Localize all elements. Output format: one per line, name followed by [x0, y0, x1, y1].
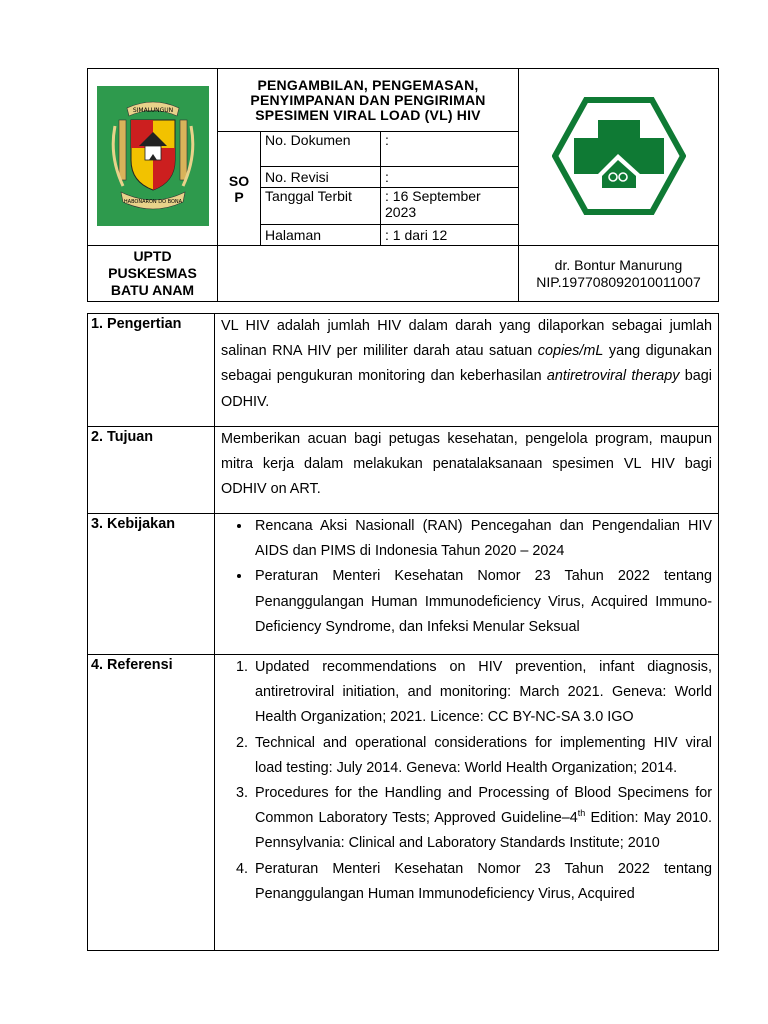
referensi-item: 1. Updated recommendations on HIV prevention, infant diagnosis, antiretroviral initiation, and monitoring: March 2021. Geneva: World Health Organization; 2021. Licence: CC BY-NC-SA 3.0 IGO: [252, 655, 712, 731]
referensi-3-sup: th: [577, 808, 586, 819]
referensi-list: [221, 655, 712, 907]
kebijakan-item: • Peraturan Menteri Kesehatan Nomor 23 Tahun 2022 tentang Penanggulangan Human Immunodeficiency Virus, Acquired Immuno-Deficiency Syndrome, dan Infeksi Menular Seksual: [252, 564, 712, 640]
referensi-item: 4. Peraturan Menteri Kesehatan Nomor 23 Tahun 2022 tentang Penanggulangan Human Immunodeficiency Virus, Acquired: [252, 857, 712, 907]
district-emblem-icon: [97, 86, 209, 226]
pengertian-text-2: yang digunakan sebagai pengukuran monitoring dan keberhasilan: [221, 343, 712, 385]
district-logo-cell: [88, 69, 218, 246]
sop-label: [218, 132, 261, 246]
referensi-item: [252, 781, 712, 857]
empty-header-cell: [218, 246, 519, 302]
meta-value-revisi: :: [381, 167, 519, 188]
emblem-top-text: SIMALUNGUN: [132, 106, 173, 114]
pengertian-italic-1: copies/mL: [537, 343, 604, 360]
puskesmas-logo-cell: [519, 69, 719, 246]
meta-value-halaman: : 1 dari 12: [381, 225, 519, 246]
meta-value-tanggal: : 16 September 2023: [381, 188, 519, 225]
meta-label-revisi: No. Revisi: [261, 167, 381, 188]
org-line-1: UPTD: [133, 248, 172, 264]
sop-label-line-2: P: [234, 188, 244, 205]
content-table: [87, 313, 719, 951]
section-content-referensi: [215, 655, 719, 951]
signer-block: [519, 246, 719, 302]
header-table: [87, 68, 719, 302]
meta-label-dokumen: No. Dokumen: [261, 132, 381, 167]
section-label-referensi: 4. Referensi: [88, 655, 215, 951]
organization-name: [88, 246, 218, 302]
meta-label-tanggal: Tanggal Terbit: [261, 188, 381, 225]
org-line-2: PUSKESMAS: [108, 265, 197, 281]
section-content-kebijakan: [215, 514, 719, 655]
section-content-tujuan: Memberikan acuan bagi petugas kesehatan, pengelola program, maupun mitra kerja dalam melakukan penatalaksanaan spesimen VL HIV bagi ODHIV on ART.: [215, 427, 719, 514]
meta-value-dokumen: :: [381, 132, 519, 167]
meta-label-halaman: Halaman: [261, 225, 381, 246]
referensi-item: 2. Technical and operational considerations for implementing HIV viral load testing: July 2014. Geneva: World Health Organization; 2014.: [252, 731, 712, 781]
referensi-3-text-b: Edition: May 2010. Pennsylvania: Clinical and Laboratory Standards Institute; 2010: [255, 810, 712, 852]
signer-nip: NIP.197708092010011007: [536, 273, 701, 290]
org-line-3: BATU ANAM: [110, 282, 195, 298]
section-content-pengertian: [215, 314, 719, 427]
signer-name: dr. Bontur Manurung: [554, 256, 683, 273]
section-label-kebijakan: 3. Kebijakan: [88, 514, 215, 655]
referensi-3-text-a: Procedures for the Handling and Processing of Blood Specimens for Common Laboratory Tests; Approved Guideline–4: [255, 785, 712, 827]
sop-label-line-1: SO: [228, 172, 250, 189]
kebijakan-list: [221, 514, 712, 640]
puskesmas-cross-icon: [552, 96, 686, 216]
kebijakan-item: • Rencana Aksi Nasionall (RAN) Pencegahan dan Pengendalian HIV AIDS dan PIMS di Indonesia Tahun 2020 – 2024: [252, 514, 712, 564]
pengertian-italic-2: antiretroviral therapy: [546, 368, 680, 385]
pengertian-text-3: bagi ODHIV.: [221, 368, 712, 410]
section-label-pengertian: 1. Pengertian: [88, 314, 215, 427]
pengertian-text-1: VL HIV adalah jumlah HIV dalam darah yang dilaporkan sebagai jumlah salinan RNA HIV per mililiter darah atau satuan: [221, 318, 712, 360]
document-title: PENGAMBILAN, PENGEMASAN, PENYIMPANAN DAN PENGIRIMAN SPESIMEN VIRAL LOAD (VL) HIV: [218, 69, 519, 132]
section-label-tujuan: 2. Tujuan: [88, 427, 215, 514]
emblem-bottom-text: HABONARON DO BONA: [123, 198, 182, 205]
